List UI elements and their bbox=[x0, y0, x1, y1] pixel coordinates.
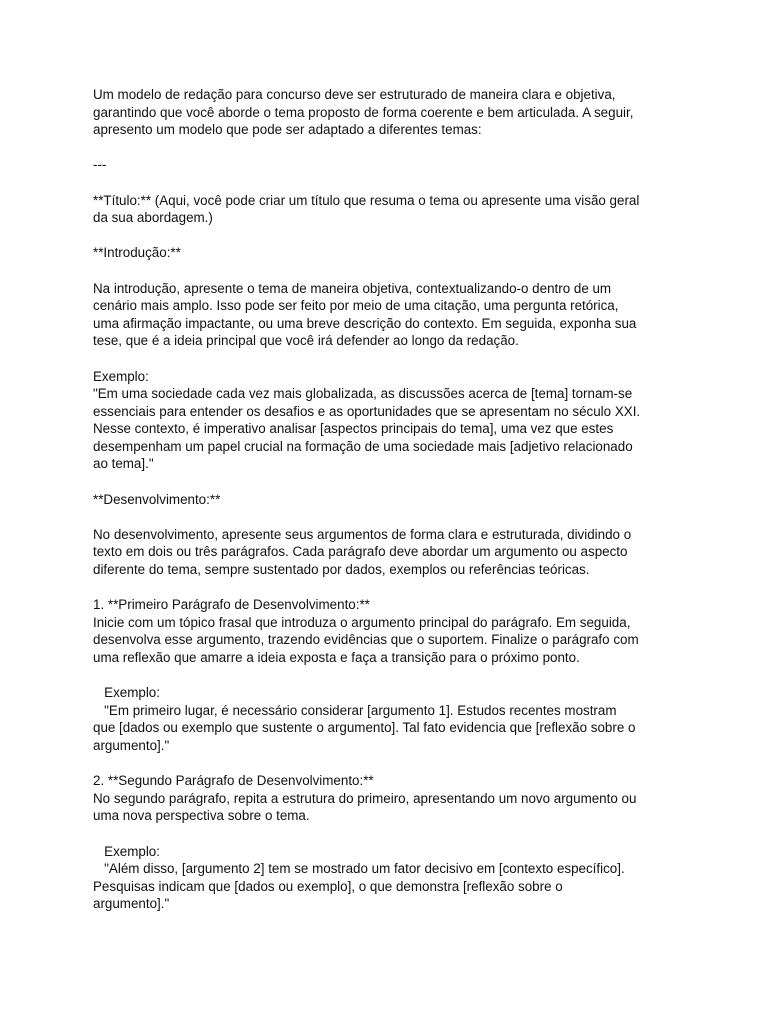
text-line: da sua abordagem.) bbox=[93, 210, 213, 226]
text-line: argumento]." bbox=[93, 896, 170, 912]
text-line: 2. **Segundo Parágrafo de Desenvolvimento:** bbox=[93, 773, 374, 789]
text-line: Exemplo: bbox=[93, 368, 149, 384]
paragraph bbox=[93, 86, 683, 139]
paragraph bbox=[93, 192, 683, 227]
text-line: desenvolva esse argumento, trazendo evidências que o suportem. Finalize o parágrafo com bbox=[93, 632, 639, 648]
text-line: desempenham um papel crucial na formação de uma sociedade mais [adjetivo relacionado bbox=[93, 438, 633, 454]
paragraph bbox=[93, 368, 683, 474]
text-line: garantindo que você aborde o tema proposto de forma coerente e bem articulada. A seguir, bbox=[93, 104, 634, 120]
paragraph bbox=[93, 596, 683, 666]
text-line: No desenvolvimento, apresente seus argumentos de forma clara e estruturada, dividindo o bbox=[93, 526, 632, 542]
text-line: cenário mais amplo. Isso pode ser feito por meio de uma citação, uma pergunta retórica, bbox=[93, 298, 619, 314]
text-line: uma nova perspectiva sobre o tema. bbox=[93, 808, 310, 824]
text-line: Na introdução, apresente o tema de maneira objetiva, contextualizando-o dentro de um bbox=[93, 280, 612, 296]
text-line: uma afirmação impactante, ou uma breve descrição do contexto. Em seguida, exponha sua bbox=[93, 315, 637, 331]
text-line: essenciais para entender os desafios e as oportunidades que se apresentam no século XXI. bbox=[93, 403, 641, 419]
paragraph bbox=[93, 843, 683, 913]
text-line: "Em primeiro lugar, é necessário considerar [argumento 1]. Estudos recentes mostram bbox=[93, 702, 617, 718]
text-line: Inicie com um tópico frasal que introduza o argumento principal do parágrafo. Em seguida, bbox=[93, 614, 631, 630]
text-line: diferente do tema, sempre sustentado por dados, exemplos ou referências teóricas. bbox=[93, 562, 590, 578]
paragraph bbox=[93, 772, 683, 825]
text-line: argumento]." bbox=[93, 737, 170, 753]
text-line: tese, que é a ideia principal que você irá defender ao longo da redação. bbox=[93, 333, 519, 349]
paragraph bbox=[93, 156, 683, 174]
text-line: que [dados ou exemplo que sustente o argumento]. Tal fato evidencia que [reflexão sobre o bbox=[93, 720, 636, 736]
paragraph bbox=[93, 491, 683, 509]
text-line: texto em dois ou três parágrafos. Cada parágrafo deve abordar um argumento ou aspecto bbox=[93, 544, 628, 560]
text-line: --- bbox=[93, 157, 107, 173]
document-page bbox=[93, 86, 683, 931]
text-line: ao tema]." bbox=[93, 456, 154, 472]
text-line: Nesse contexto, é imperativo analisar [aspectos principais do tema], uma vez que estes bbox=[93, 421, 614, 437]
text-line: "Além disso, [argumento 2] tem se mostrado um fator decisivo em [contexto específico]. bbox=[93, 861, 625, 877]
text-line: Um modelo de redação para concurso deve ser estruturado de maneira clara e objetiva, bbox=[93, 87, 616, 102]
text-line: Exemplo: bbox=[93, 843, 160, 859]
text-line: 1. **Primeiro Parágrafo de Desenvolvimento:** bbox=[93, 597, 370, 613]
text-line: **Introdução:** bbox=[93, 245, 181, 261]
text-line: Pesquisas indicam que [dados ou exemplo], o que demonstra [reflexão sobre o bbox=[93, 878, 563, 894]
text-line: No segundo parágrafo, repita a estrutura do primeiro, apresentando um novo argumento ou bbox=[93, 790, 637, 806]
text-line: "Em uma sociedade cada vez mais globalizada, as discussões acerca de [tema] tornam-se bbox=[93, 386, 633, 402]
text-line: uma reflexão que amarre a ideia exposta e faça a transição para o próximo ponto. bbox=[93, 650, 580, 665]
text-line: apresento um modelo que pode ser adaptado a diferentes temas: bbox=[93, 122, 482, 138]
paragraph bbox=[93, 244, 683, 262]
text-line: **Título:** (Aqui, você pode criar um título que resuma o tema ou apresente uma visão geral bbox=[93, 192, 640, 208]
text-line: Exemplo: bbox=[93, 685, 160, 701]
paragraph bbox=[93, 526, 683, 579]
text-line: **Desenvolvimento:** bbox=[93, 491, 221, 507]
paragraph bbox=[93, 280, 683, 350]
paragraph bbox=[93, 684, 683, 754]
